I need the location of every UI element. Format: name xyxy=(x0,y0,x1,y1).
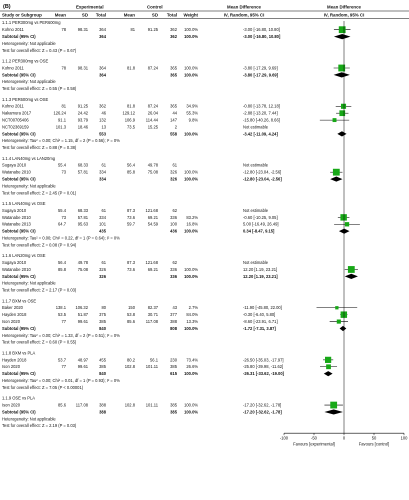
exp-mean: 64.7 xyxy=(58,221,66,227)
exp-sd: 75.08 xyxy=(77,266,88,272)
ci-text: Not estimable xyxy=(243,259,269,265)
exp-mean: 73 xyxy=(61,169,66,175)
ci-text: 12.20 [1.19, 23.21] xyxy=(243,266,278,272)
ctrl-mean: 129.12 xyxy=(122,110,135,116)
ctrl-sd: 121.68 xyxy=(145,207,158,213)
ci-text: -12.80 [-23.04, -2.56] xyxy=(243,169,282,175)
study-label: Watanabe 2010 xyxy=(2,169,31,175)
ctrl-total: 61 xyxy=(172,162,177,168)
exp-mean: 101.3 xyxy=(55,124,66,130)
ctrl-mean: 53.8 xyxy=(127,312,135,318)
subtotal-label: Subtotal (95% CI) xyxy=(2,131,36,137)
effect-square xyxy=(345,222,349,226)
study-label: Ison 2020 xyxy=(2,318,20,324)
study-label: Sugaya 2010 xyxy=(2,162,27,168)
test-note: Heterogeneity: Not applicable xyxy=(2,183,56,189)
exp-mean: 91.1 xyxy=(58,117,66,123)
weight: 34.9% xyxy=(186,103,198,109)
test-note: Test for overall effect: Z = 2.45 (P = 0.01) xyxy=(2,190,77,196)
exp-total: 385 xyxy=(99,364,106,370)
ctrl-total: 326 xyxy=(170,169,177,175)
exp-sd: 48.97 xyxy=(77,357,88,363)
weight: 100.0% xyxy=(184,273,198,279)
ctrl-mean: 81.8 xyxy=(127,103,135,109)
ctrl-sd: 91.25 xyxy=(147,27,158,33)
subgroup-heading: 1.1.7 BXM vs OSE xyxy=(2,298,37,304)
weight: 55.3% xyxy=(186,110,198,116)
x-tick-label: 0 xyxy=(342,435,346,441)
exp-mean: 138.1 xyxy=(55,305,66,311)
ctrl-mean: 102.8 xyxy=(124,402,135,408)
weight: 100.0% xyxy=(184,169,198,175)
ctrl-sd: 121.68 xyxy=(145,259,158,265)
exp-total: 101 xyxy=(99,221,106,227)
exp-sd: 91.25 xyxy=(77,103,88,109)
header-column-1: Mean xyxy=(54,12,66,18)
ctrl-total: 377 xyxy=(170,312,177,318)
study-label: Watanabe 2010 xyxy=(2,214,31,220)
ctrl-mean: 73.5 xyxy=(127,124,135,130)
study-label: Baker 2020 xyxy=(2,305,23,311)
test-note: Heterogeneity: Tau² = 0.00; Chi² = 1.15, df = 2 (P = 0.56); I² = 0% xyxy=(2,138,120,144)
ctrl-mean: 87.3 xyxy=(127,207,135,213)
exp-mean: 85.6 xyxy=(58,402,66,408)
exp-total: 553 xyxy=(99,131,106,137)
ci-text: -1.72 [-7.31, 3.87] xyxy=(243,325,276,331)
study-label: Hayden 2018 xyxy=(2,357,27,363)
effect-square xyxy=(326,364,331,369)
ctrl-total: 362 xyxy=(170,34,177,39)
weight: 100.0% xyxy=(184,131,198,137)
test-note: Heterogeneity: Not applicable xyxy=(2,280,56,286)
ctrl-sd: 56.1 xyxy=(150,357,158,363)
ctrl-total: 100 xyxy=(170,221,177,227)
ctrl-mean: 85.6 xyxy=(127,318,135,324)
exp-total: 364 xyxy=(99,34,106,39)
exp-mean: 55.4 xyxy=(58,207,66,213)
exp-total: 388 xyxy=(99,402,106,408)
weight: 83.2% xyxy=(186,214,198,220)
exp-sd: 24.42 xyxy=(77,110,88,116)
ci-text: Not estimable xyxy=(243,124,269,130)
effect-square xyxy=(341,104,346,109)
exp-total: 388 xyxy=(99,409,106,415)
subtotal-label: Subtotal (95% CI) xyxy=(2,325,36,331)
exp-total: 362 xyxy=(99,103,106,109)
test-note: Test for overall effect: Z = 0.60 (P = 0.55) xyxy=(2,339,77,345)
study-label: NCT02369159 xyxy=(2,124,29,130)
exp-total: 326 xyxy=(99,273,106,279)
ctrl-mean: 87.3 xyxy=(127,259,135,265)
ci-text: -3.42 [-11.09, 4.24] xyxy=(243,131,278,137)
weight: 9.8% xyxy=(188,117,198,123)
ctrl-sd: 26.04 xyxy=(147,110,158,116)
weight: 100.0% xyxy=(184,27,198,33)
header-column-0: Study or Subgroup xyxy=(2,12,42,18)
ctrl-total: 615 xyxy=(170,371,177,377)
exp-total: 840 xyxy=(99,371,106,377)
exp-mean: 53.5 xyxy=(58,312,66,318)
study-label: Sugaya 2010 xyxy=(2,207,27,213)
exp-sd: 68.33 xyxy=(77,162,88,168)
exp-mean: 77 xyxy=(61,318,66,324)
study-label: Kohno 2011 xyxy=(2,65,24,71)
subgroup-heading: 1.1.8 BXM vs PLA xyxy=(2,350,36,356)
exp-mean: 53.7 xyxy=(58,357,66,363)
ctrl-sd: 87.24 xyxy=(147,65,158,71)
x-tick-label: -100 xyxy=(279,435,289,441)
subtotal-label: Subtotal (95% CI) xyxy=(2,176,36,182)
exp-total: 46 xyxy=(101,110,106,116)
ctrl-sd: 49.78 xyxy=(147,162,158,168)
study-label: Hayden 2018 xyxy=(2,312,27,318)
pooled-diamond xyxy=(324,409,343,414)
ctrl-total: 388 xyxy=(170,318,177,324)
ctrl-sd: 117.08 xyxy=(145,318,158,324)
test-note: Test for overall effect: Z = 2.17 (P = 0.03) xyxy=(2,287,77,293)
pooled-diamond xyxy=(334,72,350,77)
study-label: Sugaya 2010 xyxy=(2,259,27,265)
weight: 100.0% xyxy=(184,34,198,39)
ci-text: -17.20 [-32.62, -1.78] xyxy=(243,402,282,408)
ctrl-total: 43 xyxy=(172,305,177,311)
ci-text: -25.80 [-39.98, -11.62] xyxy=(243,364,284,370)
effect-square xyxy=(333,169,340,176)
test-note: Heterogeneity: Not applicable xyxy=(2,416,56,422)
ctrl-sd: 75.08 xyxy=(147,169,158,175)
ctrl-sd: 101.11 xyxy=(145,364,158,370)
ctrl-total: 62 xyxy=(172,207,177,213)
ci-text: -26.50 [-35.03, -17.97] xyxy=(243,357,284,363)
ci-text: -3.00 [-16.80, 10.80] xyxy=(243,27,280,33)
ctrl-mean: 150 xyxy=(128,305,135,311)
weight: 100.0% xyxy=(184,402,198,408)
effect-square xyxy=(340,214,346,220)
ctrl-mean: 102.8 xyxy=(124,364,135,370)
ci-text: -8.60 [-23.91, 6.71] xyxy=(243,318,278,324)
header-mean-difference-right: Mean Difference xyxy=(327,4,361,10)
header-control: Control xyxy=(147,4,163,10)
exp-total: 334 xyxy=(99,176,106,182)
exp-mean: 81 xyxy=(61,103,66,109)
favours-control-label: Favours [control] xyxy=(358,441,390,447)
subgroup-heading: 1.1.2 PER300mg vs OSE xyxy=(2,58,49,64)
ctrl-sd: 30.71 xyxy=(147,312,158,318)
subgroup-heading: 1.1.9 OSE vs PLA xyxy=(2,395,35,401)
effect-square xyxy=(339,110,345,116)
pooled-diamond xyxy=(340,326,347,331)
ctrl-mean: 56.4 xyxy=(127,162,135,168)
weight: 73.4% xyxy=(186,357,198,363)
exp-sd: 117.08 xyxy=(75,402,88,408)
ctrl-total: 336 xyxy=(170,266,177,272)
effect-square xyxy=(335,306,338,309)
study-label: NCT00705406 xyxy=(2,117,29,123)
exp-total: 455 xyxy=(99,357,106,363)
ctrl-mean: 59.7 xyxy=(127,221,135,227)
subgroup-heading: 1.1.3 PER600mg vs OSE xyxy=(2,96,49,102)
exp-sd: 57.81 xyxy=(77,169,88,175)
effect-square xyxy=(339,26,346,33)
ctrl-sd: 101.11 xyxy=(145,402,158,408)
subtotal-label: Subtotal (95% CI) xyxy=(2,72,36,78)
ctrl-total: 385 xyxy=(170,402,177,408)
test-note: Test for overall effect: Z = 0.88 (P = 0.38) xyxy=(2,145,77,151)
test-note: Heterogeneity: Tau² = 0.00; Chi² = 0.01, df = 1 (P = 0.93); I² = 0% xyxy=(2,377,120,383)
exp-total: 385 xyxy=(99,318,106,324)
ctrl-sd: 54.59 xyxy=(147,221,158,227)
ctrl-total: 385 xyxy=(170,364,177,370)
ctrl-total: 558 xyxy=(170,131,177,137)
exp-total: 364 xyxy=(99,27,106,33)
favours-experimental-label: Favours [experimental] xyxy=(293,441,335,447)
exp-sd: 57.81 xyxy=(77,214,88,220)
exp-total: 61 xyxy=(101,162,106,168)
ci-text: -0.60 [-10.25, 9.05] xyxy=(243,214,278,220)
header-column-6: Total xyxy=(166,12,177,18)
test-note: Heterogeneity: Not applicable xyxy=(2,79,56,85)
effect-square xyxy=(337,320,341,324)
exp-sd: 95.63 xyxy=(77,221,88,227)
exp-mean: 126.24 xyxy=(53,110,66,116)
ci-text: -0.80 [-13.78, 12.18] xyxy=(243,103,280,109)
weight: 84.0% xyxy=(186,312,198,318)
effect-square xyxy=(348,266,355,273)
pooled-diamond xyxy=(324,371,333,376)
exp-total: 364 xyxy=(99,65,106,71)
ctrl-total: 365 xyxy=(170,72,177,78)
exp-total: 13 xyxy=(101,124,106,130)
ctrl-mean: 80.2 xyxy=(127,357,135,363)
effect-square xyxy=(333,118,337,122)
ctrl-sd: 69.21 xyxy=(147,214,158,220)
ctrl-sd: 114.44 xyxy=(145,117,158,123)
weight: 13.3% xyxy=(186,318,198,324)
ci-text: -26.31 [-33.62, -19.00] xyxy=(243,371,284,377)
exp-sd: 68.33 xyxy=(77,207,88,213)
header-mean-difference-left: Mean Difference xyxy=(227,4,261,10)
ctrl-mean: 73.6 xyxy=(127,214,135,220)
ci-text: -0.30 [-6.40, 5.80] xyxy=(243,312,276,318)
header-column-4: Mean xyxy=(123,12,135,18)
ctrl-total: 385 xyxy=(170,409,177,415)
ci-text: -12.80 [-23.04, -2.56] xyxy=(243,176,282,182)
ctrl-total: 44 xyxy=(172,110,177,116)
header-column-3: Total xyxy=(95,12,106,18)
ctrl-total: 147 xyxy=(170,117,177,123)
exp-total: 364 xyxy=(99,72,106,78)
pooled-diamond xyxy=(334,34,351,39)
subtotal-label: Subtotal (95% CI) xyxy=(2,409,36,415)
study-label: Watanabe 2010 xyxy=(2,266,31,272)
study-label: Watanabe 2013 xyxy=(2,221,31,227)
test-note: Test for overall effect: Z = 0.08 (P = 0.94) xyxy=(2,242,77,248)
ctrl-mean: 81.8 xyxy=(127,65,135,71)
subtotal-label: Subtotal (95% CI) xyxy=(2,34,36,39)
exp-sd: 18.46 xyxy=(77,124,88,130)
ctrl-mean: 81 xyxy=(130,27,135,33)
exp-total: 375 xyxy=(99,312,106,318)
x-tick-label: 100 xyxy=(400,435,408,441)
exp-total: 334 xyxy=(99,169,106,175)
ctrl-total: 230 xyxy=(170,357,177,363)
ci-text: -2.88 [-13.20, 7.44] xyxy=(243,110,278,116)
study-label: Kohno 2011 xyxy=(2,103,24,109)
exp-sd: 98.31 xyxy=(77,27,88,33)
ctrl-total: 336 xyxy=(170,273,177,279)
ci-text: Not estimable xyxy=(243,162,269,168)
pooled-diamond xyxy=(345,274,358,279)
exp-total: 80 xyxy=(101,305,106,311)
test-note: Test for overall effect: Z = 7.05 (P < 0.00001) xyxy=(2,384,84,390)
exp-sd: 99.61 xyxy=(77,318,88,324)
exp-total: 132 xyxy=(99,117,106,123)
exp-total: 326 xyxy=(99,266,106,272)
header-column-9: IV, Random, 95% CI xyxy=(323,12,365,18)
ci-text: -11.90 [-45.80, 22.00] xyxy=(243,305,282,311)
ctrl-mean: 106.9 xyxy=(124,117,135,123)
ci-text: -3.80 [-17.29, 9.69] xyxy=(243,72,279,78)
test-note: Test for overall effect: Z = 0.55 (P = 0.58) xyxy=(2,86,77,92)
exp-total: 334 xyxy=(99,214,106,220)
subtotal-label: Subtotal (95% CI) xyxy=(2,228,36,234)
study-label: Ison 2020 xyxy=(2,402,20,408)
weight: 100.0% xyxy=(184,72,198,78)
pooled-diamond xyxy=(337,131,346,136)
ctrl-sd: 69.21 xyxy=(147,266,158,272)
panel-label: (B) xyxy=(3,4,11,10)
ctrl-mean: 73.6 xyxy=(127,266,135,272)
subtotal-label: Subtotal (95% CI) xyxy=(2,371,36,377)
ci-text: -15.80 [-40.26, 8.66] xyxy=(243,117,280,123)
test-note: Test for overall effect: Z = 0.43 (P = 0.67) xyxy=(2,47,77,53)
ci-text: -3.00 [-16.80, 10.80] xyxy=(243,34,281,39)
weight: 26.6% xyxy=(186,364,198,370)
ctrl-total: 365 xyxy=(170,65,177,71)
ctrl-sd: 15.25 xyxy=(147,124,158,130)
exp-sd: 98.31 xyxy=(77,65,88,71)
exp-total: 61 xyxy=(101,259,106,265)
subgroup-heading: 1.1.4 LAN40mg vs LAN20mg xyxy=(2,155,56,161)
exp-total: 840 xyxy=(99,325,106,331)
ctrl-total: 808 xyxy=(170,325,177,331)
weight: 100.0% xyxy=(184,65,198,71)
exp-total: 61 xyxy=(101,207,106,213)
exp-mean: 73 xyxy=(61,214,66,220)
ctrl-total: 362 xyxy=(170,27,177,33)
exp-sd: 99.61 xyxy=(77,364,88,370)
ci-text: 5.00 [-16.49, 26.49] xyxy=(243,221,279,227)
exp-sd: 51.87 xyxy=(77,312,88,318)
weight: 16.8% xyxy=(186,221,198,227)
ctrl-sd: 82.37 xyxy=(147,305,158,311)
ci-text: 12.20 [1.19, 23.21] xyxy=(243,273,278,279)
exp-sd: 93.79 xyxy=(77,117,88,123)
ctrl-mean: 85.8 xyxy=(127,169,135,175)
header-column-5: SD xyxy=(151,12,158,18)
header-column-7: Weight xyxy=(183,12,198,18)
header-column-8: IV, Random, 95% CI xyxy=(223,12,265,18)
exp-sd: 106.32 xyxy=(75,305,88,311)
subgroup-heading: 1.1.1 PER300mg vs PER600mg xyxy=(2,20,61,26)
exp-total: 435 xyxy=(99,228,106,234)
subtotal-label: Subtotal (95% CI) xyxy=(2,273,36,279)
ci-text: -17.20 [-32.62, -1.78] xyxy=(243,409,282,415)
exp-mean: 78 xyxy=(61,27,66,33)
weight: 100.0% xyxy=(184,266,198,272)
header-column-2: SD xyxy=(81,12,88,18)
weight: 100.0% xyxy=(184,409,198,415)
test-note: Heterogeneity: Tau² = 0.00; Chi² = 1.33, df = 2 (P = 0.51); I² = 0% xyxy=(2,332,120,338)
test-note: Heterogeneity: Not applicable xyxy=(2,40,56,46)
subgroup-heading: 1.1.6 LAN20mg vs OSE xyxy=(2,253,46,259)
weight: 100.0% xyxy=(184,371,198,377)
weight: 2.7% xyxy=(188,305,198,311)
pooled-diamond xyxy=(330,176,342,181)
effect-square xyxy=(325,357,331,363)
effect-square xyxy=(330,402,337,409)
ctrl-total: 2 xyxy=(174,124,177,130)
exp-mean: 77 xyxy=(61,364,66,370)
ctrl-total: 326 xyxy=(170,176,177,182)
ctrl-total: 436 xyxy=(170,228,177,234)
exp-mean: 56.4 xyxy=(58,259,66,265)
ci-text: Not estimable xyxy=(243,207,269,213)
test-note: Test for overall effect: Z = 2.19 (P = 0.03) xyxy=(2,423,77,429)
subgroup-heading: 1.1.5 LAN40mg vs OSE xyxy=(2,200,46,206)
weight: 100.0% xyxy=(184,325,198,331)
exp-mean: 85.8 xyxy=(58,266,66,272)
ctrl-total: 62 xyxy=(172,259,177,265)
study-label: Kohno 2011 xyxy=(2,27,24,33)
ci-text: 0.34 [-8.47, 9.15] xyxy=(243,228,275,234)
ctrl-total: 336 xyxy=(170,214,177,220)
study-label: Nakamura 2017 xyxy=(2,110,32,116)
ctrl-sd: 87.24 xyxy=(147,103,158,109)
exp-mean: 78 xyxy=(61,65,66,71)
exp-sd: 49.78 xyxy=(77,259,88,265)
header-experimental: Experimental xyxy=(76,4,104,10)
weight: 100.0% xyxy=(184,228,198,234)
ctrl-total: 365 xyxy=(170,103,177,109)
test-note: Heterogeneity: Tau² = 0.00; Chi² = 0.22, df = 1 (P = 0.64); I² = 0% xyxy=(2,235,120,241)
weight: 100.0% xyxy=(184,176,198,182)
exp-mean: 55.4 xyxy=(58,162,66,168)
x-tick-label: -50 xyxy=(311,435,317,441)
ci-text: -3.80 [-17.29, 9.69] xyxy=(243,65,278,71)
x-tick-label: 50 xyxy=(371,435,377,441)
study-label: Ison 2020 xyxy=(2,364,20,370)
